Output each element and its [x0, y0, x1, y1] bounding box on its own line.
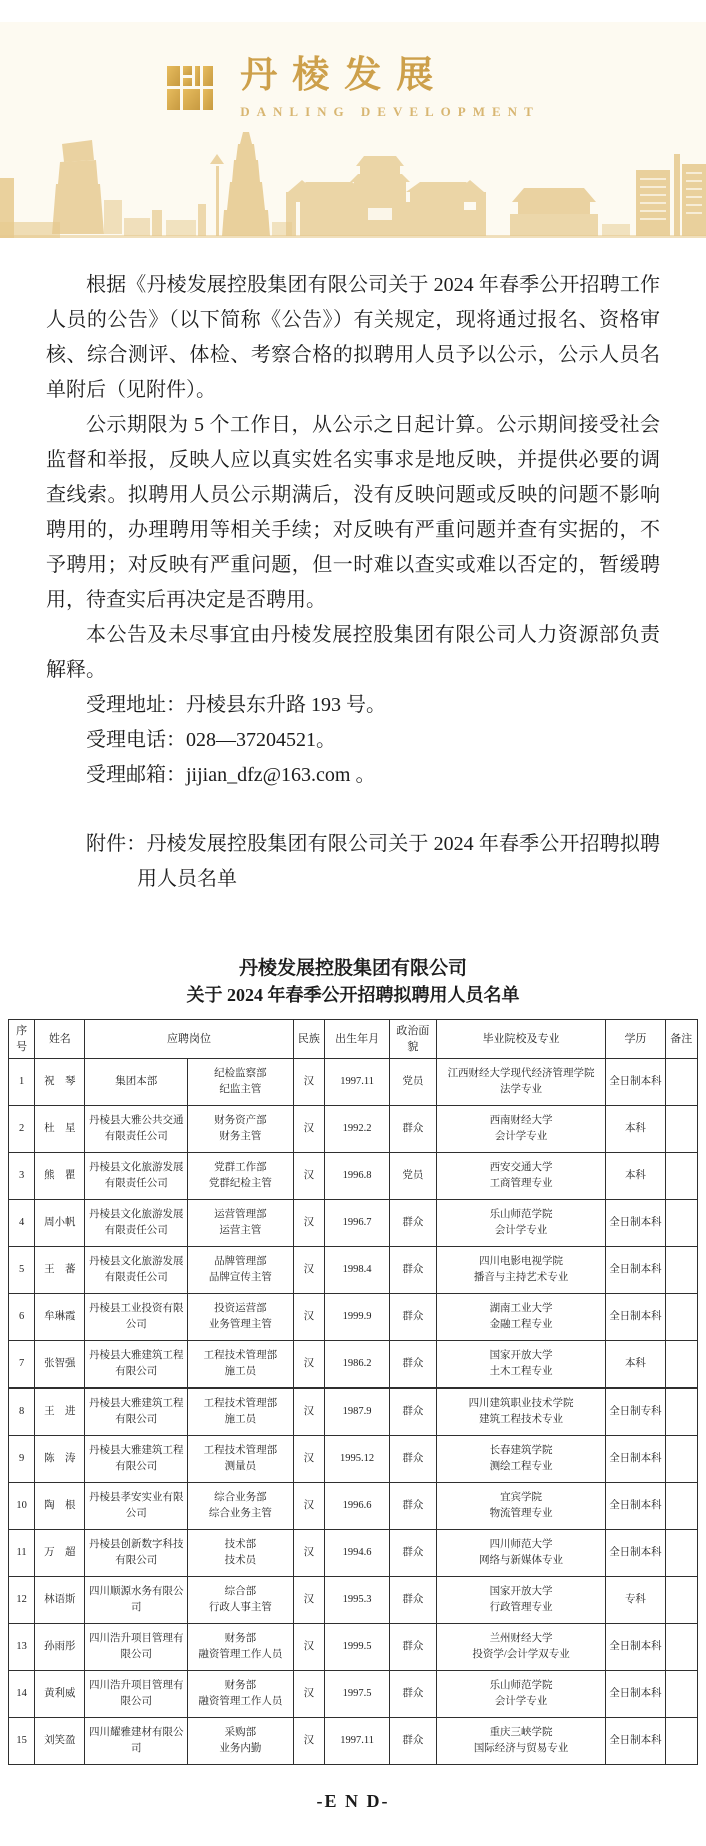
- cell-name: 熊 瞿: [35, 1152, 85, 1199]
- cell-no: 13: [9, 1623, 35, 1670]
- cell-note: [665, 1388, 697, 1435]
- cell-company: 四川顺源水务有限公司: [85, 1576, 188, 1623]
- cell-school: 兰州财经大学 投资学/会计学双专业: [436, 1623, 605, 1670]
- cell-no: 5: [9, 1246, 35, 1293]
- cell-company: 四川浩升项目管理有限公司: [85, 1670, 188, 1717]
- cell-degree: 全日制本科: [606, 1246, 665, 1293]
- hero-header: [0, 22, 706, 238]
- cell-birth: 1997.11: [325, 1058, 390, 1105]
- cell-birth: 1994.6: [325, 1529, 390, 1576]
- cell-political: 党员: [389, 1058, 436, 1105]
- cell-degree: 全日制本科: [606, 1482, 665, 1529]
- cell-ethnicity: 汉: [293, 1529, 325, 1576]
- cell-name: 王 蕃: [35, 1246, 85, 1293]
- cell-degree: 全日制本科: [606, 1058, 665, 1105]
- body-paragraph-1: 根据《丹棱发展控股集团有限公司关于 2024 年春季公开招聘工作人员的公告》（以下简称《公告》）有关规定，现将通过报名、资格审核、综合测评、体检、考察合格的拟聘用人员予以公示，公示人员名单附后（见附件）。: [46, 273, 660, 401]
- brand-name-cn: 丹棱发展: [240, 55, 449, 96]
- cell-note: [665, 1576, 697, 1623]
- cell-name: 张智强: [35, 1340, 85, 1387]
- contact-phone-line: 受理电话：028—37204521。: [86, 728, 336, 751]
- cell-no: 4: [9, 1199, 35, 1246]
- cell-degree: 专科: [606, 1576, 665, 1623]
- cell-degree: 全日制本科: [606, 1529, 665, 1576]
- cell-ethnicity: 汉: [293, 1670, 325, 1717]
- cell-note: [665, 1058, 697, 1105]
- column-header-school: 毕业院校及专业: [436, 1019, 605, 1058]
- cell-ethnicity: 汉: [293, 1388, 325, 1435]
- cell-ethnicity: 汉: [293, 1246, 325, 1293]
- column-header-name: 姓名: [35, 1019, 85, 1058]
- cell-position: 采购部 业务内勤: [188, 1717, 293, 1764]
- body-paragraph-2: 公示期限为 5 个工作日，从公示之日起计算。公示期间接受社会监督和举报，反映人应以真实姓名实事求是地反映，并提供必要的调查线索。拟聘用人员公示期满后，没有反映问题或反映的问题不影响聘用的，办理聘用等相关手续；对反映有严重问题并查有实据的，不予聘用；对反映有严重问题，但一时难以查实或难以否定的，暂缓聘用，待查实后再决定是否聘用。: [46, 413, 660, 611]
- cell-political: 群众: [389, 1482, 436, 1529]
- roster-title-line1: 丹棱发展控股集团有限公司: [238, 957, 467, 979]
- column-header-no: 序号: [9, 1019, 35, 1058]
- cell-note: [665, 1246, 697, 1293]
- table-row: [9, 1152, 698, 1199]
- cell-no: 10: [9, 1482, 35, 1529]
- cell-birth: 1996.8: [325, 1152, 390, 1199]
- cell-birth: 1987.9: [325, 1388, 390, 1435]
- cell-position: 综合业务部 综合业务主管: [188, 1482, 293, 1529]
- table-row: [9, 1482, 698, 1529]
- cell-birth: 1992.2: [325, 1105, 390, 1152]
- cell-note: [665, 1435, 697, 1482]
- attachment-line: [46, 827, 660, 897]
- contact-email-line: 受理邮箱：jijian_dfz@163.com 。: [86, 763, 376, 786]
- table-row: [9, 1623, 698, 1670]
- roster-table: [8, 1388, 698, 1765]
- cell-degree: 全日制专科: [606, 1388, 665, 1435]
- cell-political: 群众: [389, 1293, 436, 1340]
- cell-birth: 1997.5: [325, 1670, 390, 1717]
- cell-position: 投资运营部 业务管理主管: [188, 1293, 293, 1340]
- table-row: [9, 1246, 698, 1293]
- cell-company: 丹棱县文化旅游发展有限责任公司: [85, 1246, 188, 1293]
- cell-political: 群众: [389, 1623, 436, 1670]
- roster-table: [8, 1019, 698, 1388]
- brand-row: [0, 56, 706, 120]
- cell-political: 群众: [389, 1105, 436, 1152]
- cell-birth: 1995.3: [325, 1576, 390, 1623]
- cell-political: 群众: [389, 1576, 436, 1623]
- cell-company: 丹棱县孝安实业有限公司: [85, 1482, 188, 1529]
- body-paragraph-3: 本公告及未尽事宜由丹棱发展控股集团有限公司人力资源部负责解释。: [46, 623, 660, 681]
- cell-company: 丹棱县创新数字科技有限公司: [85, 1529, 188, 1576]
- cell-school: 西南财经大学 会计学专业: [436, 1105, 605, 1152]
- table-row: [9, 1105, 698, 1152]
- roster-table-part-1: [8, 1019, 698, 1388]
- cell-ethnicity: 汉: [293, 1152, 325, 1199]
- cell-ethnicity: 汉: [293, 1482, 325, 1529]
- roster-tables: [8, 1019, 698, 1765]
- cell-company: 四川浩升项目管理有限公司: [85, 1623, 188, 1670]
- cell-political: 群众: [389, 1529, 436, 1576]
- cell-company: 丹棱县文化旅游发展有限责任公司: [85, 1152, 188, 1199]
- cell-birth: 1997.11: [325, 1717, 390, 1764]
- cell-note: [665, 1152, 697, 1199]
- table-row: [9, 1670, 698, 1717]
- cell-school: 乐山师范学院 会计学专业: [436, 1670, 605, 1717]
- cell-company: 丹棱县文化旅游发展有限责任公司: [85, 1199, 188, 1246]
- cell-political: 群众: [389, 1246, 436, 1293]
- cell-ethnicity: 汉: [293, 1576, 325, 1623]
- cell-name: 周小帆: [35, 1199, 85, 1246]
- cell-name: 牟琳霞: [35, 1293, 85, 1340]
- attachment-label: 附件：: [86, 832, 147, 855]
- cell-birth: 1998.4: [325, 1246, 390, 1293]
- cell-company: 集团本部: [85, 1058, 188, 1105]
- cell-position: 运营管理部 运营主管: [188, 1199, 293, 1246]
- cell-ethnicity: 汉: [293, 1340, 325, 1387]
- cell-note: [665, 1670, 697, 1717]
- cell-ethnicity: 汉: [293, 1105, 325, 1152]
- cell-company: 丹棱县大雅公共交通有限责任公司: [85, 1105, 188, 1152]
- cell-no: 15: [9, 1717, 35, 1764]
- cell-position: 纪检监察部 纪监主管: [188, 1058, 293, 1105]
- cell-company: 丹棱县大雅建筑工程有限公司: [85, 1340, 188, 1387]
- column-header-birth: 出生年月: [325, 1019, 390, 1058]
- cell-school: 乐山师范学院 会计学专业: [436, 1199, 605, 1246]
- cell-birth: 1996.7: [325, 1199, 390, 1246]
- cell-note: [665, 1529, 697, 1576]
- cell-note: [665, 1717, 697, 1764]
- document-body: [0, 238, 706, 1009]
- column-header-political: 政治面貌: [389, 1019, 436, 1058]
- cell-school: 宜宾学院 物流管理专业: [436, 1482, 605, 1529]
- cell-ethnicity: 汉: [293, 1199, 325, 1246]
- cell-degree: 全日制本科: [606, 1623, 665, 1670]
- cell-ethnicity: 汉: [293, 1293, 325, 1340]
- cell-birth: 1999.5: [325, 1623, 390, 1670]
- cell-note: [665, 1293, 697, 1340]
- cell-birth: 1999.9: [325, 1293, 390, 1340]
- column-header-position: 应聘岗位: [85, 1019, 293, 1058]
- cell-political: 群众: [389, 1435, 436, 1482]
- cell-no: 2: [9, 1105, 35, 1152]
- cell-name: 黄利威: [35, 1670, 85, 1717]
- contact-address-line: 受理地址：丹棱县东升路 193 号。: [86, 693, 386, 716]
- cell-degree: 本科: [606, 1152, 665, 1199]
- cell-political: 群众: [389, 1670, 436, 1717]
- cell-position: 工程技术管理部 测量员: [188, 1435, 293, 1482]
- cell-political: 群众: [389, 1717, 436, 1764]
- cell-company: 丹棱县工业投资有限公司: [85, 1293, 188, 1340]
- cell-birth: 1996.6: [325, 1482, 390, 1529]
- cell-ethnicity: 汉: [293, 1623, 325, 1670]
- cell-degree: 全日制本科: [606, 1199, 665, 1246]
- cell-note: [665, 1105, 697, 1152]
- cell-note: [665, 1340, 697, 1387]
- cell-birth: 1986.2: [325, 1340, 390, 1387]
- cell-ethnicity: 汉: [293, 1058, 325, 1105]
- table-row: [9, 1293, 698, 1340]
- table-row: [9, 1717, 698, 1764]
- cell-political: 党员: [389, 1152, 436, 1199]
- cell-degree: 本科: [606, 1340, 665, 1387]
- cell-school: 四川建筑职业技术学院 建筑工程技术专业: [436, 1388, 605, 1435]
- cell-school: 四川师范大学 网络与新媒体专业: [436, 1529, 605, 1576]
- cell-political: 群众: [389, 1388, 436, 1435]
- end-marker: -E N D-: [316, 1790, 390, 1811]
- roster-table-part-2: [8, 1388, 698, 1765]
- cell-no: 6: [9, 1293, 35, 1340]
- cell-position: 党群工作部 党群纪检主管: [188, 1152, 293, 1199]
- cell-no: 14: [9, 1670, 35, 1717]
- table-row: [9, 1058, 698, 1105]
- cell-position: 技术部 技术员: [188, 1529, 293, 1576]
- cell-degree: 全日制本科: [606, 1717, 665, 1764]
- roster-title-line2: 关于 2024 年春季公开招聘拟聘用人员名单: [186, 984, 520, 1005]
- cell-position: 财务部 融资管理工作人员: [188, 1670, 293, 1717]
- cell-degree: 本科: [606, 1105, 665, 1152]
- cell-school: 西安交通大学 工商管理专业: [436, 1152, 605, 1199]
- cell-position: 财务资产部 财务主管: [188, 1105, 293, 1152]
- cell-school: 四川电影电视学院 播音与主持艺术专业: [436, 1246, 605, 1293]
- brand-logo-icon: [166, 64, 214, 112]
- table-row: [9, 1576, 698, 1623]
- cell-note: [665, 1623, 697, 1670]
- cell-political: 群众: [389, 1340, 436, 1387]
- header-row: [9, 1019, 698, 1058]
- cell-no: 7: [9, 1340, 35, 1387]
- cell-name: 刘笑盈: [35, 1717, 85, 1764]
- article-page: [0, 22, 706, 1846]
- cell-company: 丹棱县大雅建筑工程有限公司: [85, 1435, 188, 1482]
- cell-no: 11: [9, 1529, 35, 1576]
- cell-position: 品牌管理部 品牌宣传主管: [188, 1246, 293, 1293]
- cell-no: 8: [9, 1388, 35, 1435]
- cell-name: 杜 星: [35, 1105, 85, 1152]
- attachment-text: 丹棱发展控股集团有限公司关于 2024 年春季公开招聘拟聘用人员名单: [137, 832, 661, 890]
- cell-no: 12: [9, 1576, 35, 1623]
- cell-school: 国家开放大学 土木工程专业: [436, 1340, 605, 1387]
- table-row: [9, 1388, 698, 1435]
- cell-degree: 全日制本科: [606, 1435, 665, 1482]
- cell-no: 9: [9, 1435, 35, 1482]
- cell-birth: 1995.12: [325, 1435, 390, 1482]
- column-header-degree: 学历: [606, 1019, 665, 1058]
- cell-position: 工程技术管理部 施工员: [188, 1388, 293, 1435]
- cell-ethnicity: 汉: [293, 1717, 325, 1764]
- cell-name: 陈 涛: [35, 1435, 85, 1482]
- cell-company: 丹棱县大雅建筑工程有限公司: [85, 1388, 188, 1435]
- roster-table-title: [46, 955, 660, 1009]
- brand-name-en: DANLING DEVELOPMENT: [240, 103, 540, 119]
- cell-school: 湖南工业大学 金融工程专业: [436, 1293, 605, 1340]
- cell-name: 万 超: [35, 1529, 85, 1576]
- cell-political: 群众: [389, 1199, 436, 1246]
- cell-school: 江西财经大学现代经济管理学院 法学专业: [436, 1058, 605, 1105]
- cell-school: 国家开放大学 行政管理专业: [436, 1576, 605, 1623]
- cell-name: 孙雨彤: [35, 1623, 85, 1670]
- table-row: [9, 1340, 698, 1387]
- cell-name: 陶 根: [35, 1482, 85, 1529]
- cell-position: 综合部 行政人事主管: [188, 1576, 293, 1623]
- cell-company: 四川耀雅建材有限公司: [85, 1717, 188, 1764]
- cell-degree: 全日制本科: [606, 1293, 665, 1340]
- cell-school: 重庆三峡学院 国际经济与贸易专业: [436, 1717, 605, 1764]
- table-row: [9, 1199, 698, 1246]
- cell-ethnicity: 汉: [293, 1435, 325, 1482]
- column-header-note: 备注: [665, 1019, 697, 1058]
- table-row: [9, 1435, 698, 1482]
- cell-note: [665, 1199, 697, 1246]
- cell-note: [665, 1482, 697, 1529]
- cell-no: 1: [9, 1058, 35, 1105]
- column-header-ethnicity: 民族: [293, 1019, 325, 1058]
- cell-school: 长春建筑学院 测绘工程专业: [436, 1435, 605, 1482]
- cell-position: 财务部 融资管理工作人员: [188, 1623, 293, 1670]
- cell-name: 林语斯: [35, 1576, 85, 1623]
- cell-name: 王 进: [35, 1388, 85, 1435]
- cell-name: 祝 琴: [35, 1058, 85, 1105]
- cell-degree: 全日制本科: [606, 1670, 665, 1717]
- city-skyline-graphic: [0, 130, 706, 238]
- table-row: [9, 1529, 698, 1576]
- cell-position: 工程技术管理部 施工员: [188, 1340, 293, 1387]
- cell-no: 3: [9, 1152, 35, 1199]
